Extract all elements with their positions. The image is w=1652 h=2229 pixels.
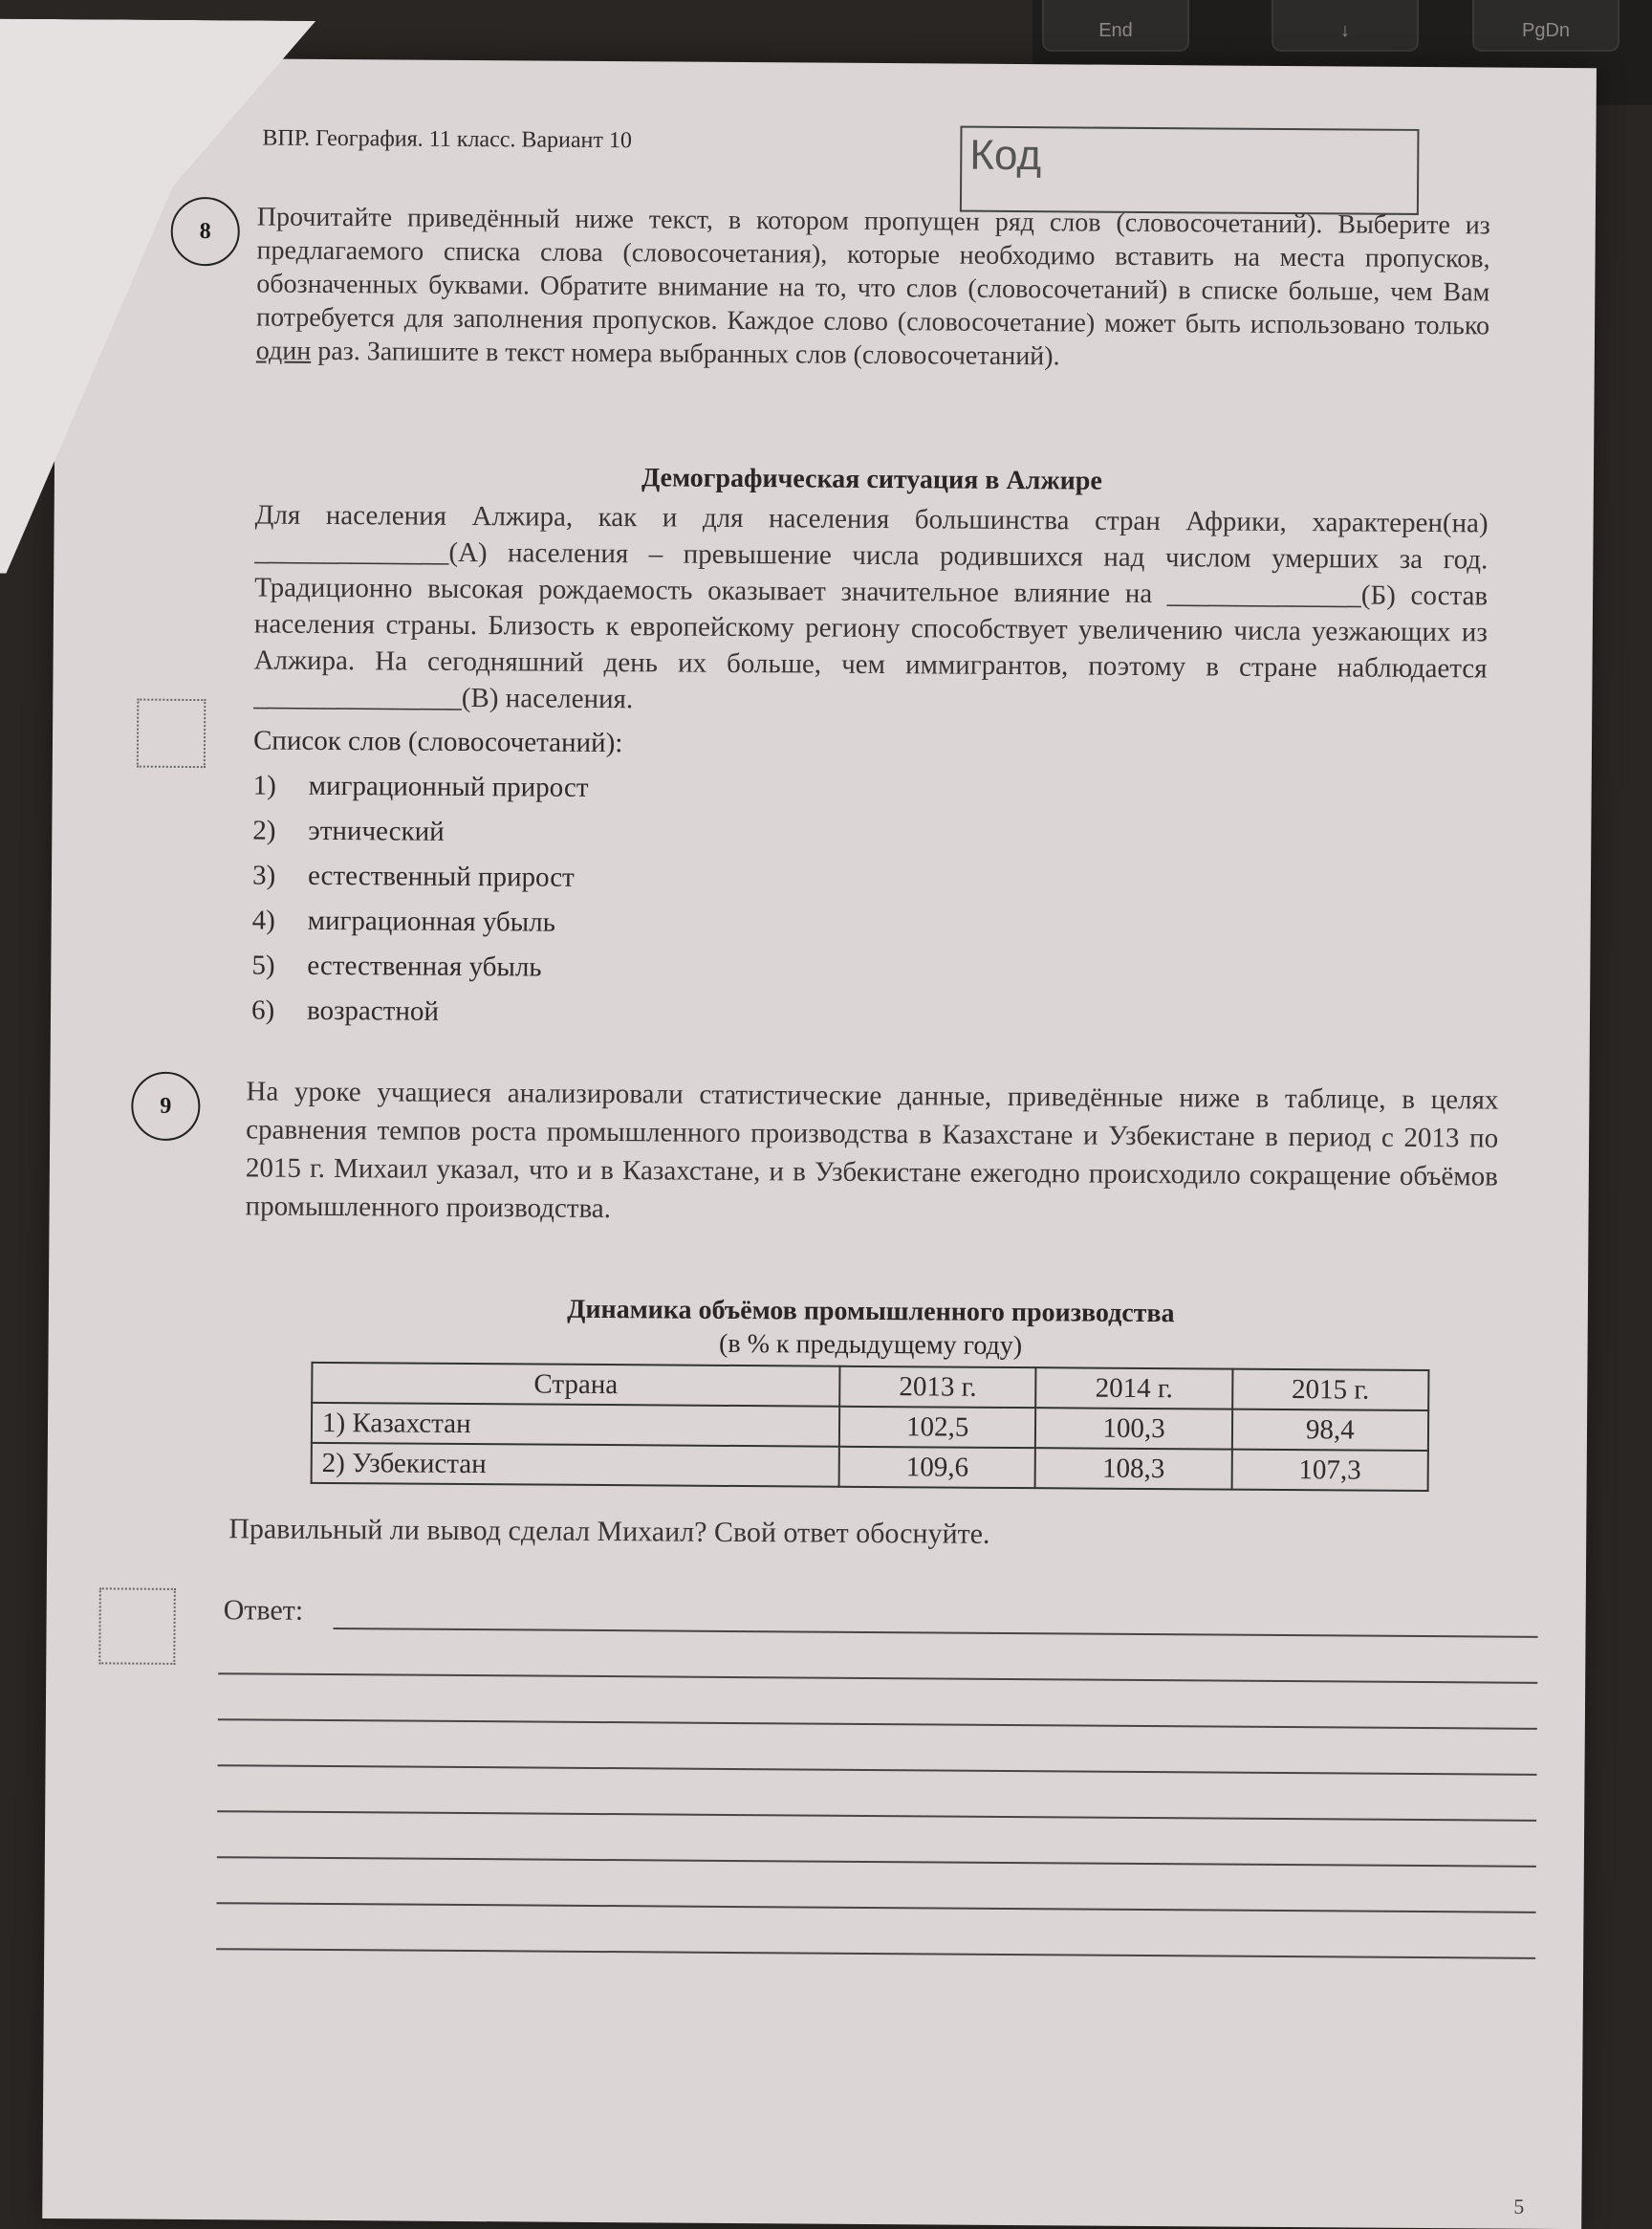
table-cell: 109,6 <box>839 1447 1036 1488</box>
task-9-question: Правильный ли вывод сделал Михаил? Свой ответ обоснуйте. <box>228 1513 990 1550</box>
task-9-number: 9 <box>131 1072 201 1142</box>
column-header: Страна <box>312 1363 839 1407</box>
production-table <box>311 1362 1430 1492</box>
page-header: ВПР. География. 11 класс. Вариант 10 <box>262 125 633 154</box>
arrow-down-key: ↓ <box>1272 0 1419 52</box>
list-item: 2) этнический <box>252 815 445 847</box>
list-item: 5) естественная убыль <box>251 950 542 983</box>
code-box: Код <box>960 126 1420 215</box>
table-cell: 1) Казахстан <box>312 1403 839 1447</box>
answer-line[interactable] <box>218 1764 1537 1776</box>
end-key: End <box>1042 0 1189 52</box>
answer-line[interactable] <box>216 1948 1535 1959</box>
task-8-number: 8 <box>170 197 240 267</box>
list-item: 6) возрастной <box>250 994 440 1027</box>
exam-page <box>42 57 1597 2229</box>
table-cell: 98,4 <box>1232 1410 1429 1451</box>
task-8-instructions: Прочитайте приведённый ниже текст, в котором пропущен ряд слов (словосочетаний). Выберите из предлагаемого списка слова (словосочетания), которые необходимо вставить на места пропусков, обозначенных буквами. Обратите внимание на то, что слов (словосочетаний) в списке больше, чем Вам потребуется для заполнения пропусков. Каждое слово (словосочетание) может быть использовано только один раз. Запишите в текст номера выбранных слов (словосочетаний). <box>255 202 1490 372</box>
emphasized-word: один <box>255 336 312 366</box>
table-cell: 108,3 <box>1035 1448 1232 1489</box>
list-item: 1) миграционный прирост <box>252 770 589 803</box>
answer-line[interactable] <box>217 1856 1536 1868</box>
page-number: 5 <box>1513 2194 1525 2218</box>
word-list-title: Список слов (словосочетаний): <box>252 725 623 759</box>
answer-line[interactable] <box>218 1672 1537 1684</box>
answer-box-9[interactable] <box>98 1587 176 1665</box>
answer-label: Ответ: <box>223 1594 304 1627</box>
answer-line[interactable] <box>334 1628 1538 1638</box>
task-8-title: Демографическая ситуация в Алжире <box>641 463 1102 496</box>
task-8-text: Для населения Алжира, как и для населения большинства стран Африки, характерен(на) ______________(А) населения – превышение числа родившихся над числом умерших за год. Традиционно высокая рождаемость оказывает значительное влияние на ______________(Б) состав населения страны. Близость к европейскому региону способствует увеличению числа уезжающих из Алжира. На сегодняшний день их больше, чем иммигрантов, поэтому в стране наблюдается _______________(В) населения. <box>253 499 1489 715</box>
answer-box-8[interactable] <box>137 699 206 769</box>
column-header: 2013 г. <box>839 1366 1036 1408</box>
answer-line[interactable] <box>217 1810 1536 1822</box>
pgdn-key: PgDn <box>1472 0 1619 52</box>
answer-line[interactable] <box>218 1718 1537 1730</box>
table-subtitle: (в % к предыдущему году) <box>718 1328 1023 1362</box>
table-cell: 107,3 <box>1231 1450 1428 1491</box>
table-cell: 102,5 <box>839 1407 1036 1448</box>
column-header: 2014 г. <box>1035 1367 1232 1409</box>
list-item: 4) миграционная убыль <box>251 905 556 938</box>
column-header: 2015 г. <box>1232 1369 1429 1410</box>
table-cell: 2) Узбекистан <box>312 1443 839 1487</box>
table-title: Динамика объёмов промышленного производства <box>567 1294 1175 1329</box>
word-list <box>251 718 623 1036</box>
task-9-text: На уроке учащиеся анализировали статистические данные, приведённые ниже в таблице, в целях сравнения темпов роста промышленного производства в Казахстане и Узбекистане в период с 2013 по 2015 г. Михаил указал, что и в Казахстане, и в Узбекистане ежегодно происходило сокращение объёмов промышленного производства. <box>245 1076 1499 1225</box>
answer-line[interactable] <box>217 1902 1536 1913</box>
list-item: 3) естественный прирост <box>251 860 575 893</box>
table-cell: 100,3 <box>1035 1408 1232 1449</box>
table-row <box>312 1443 1428 1491</box>
